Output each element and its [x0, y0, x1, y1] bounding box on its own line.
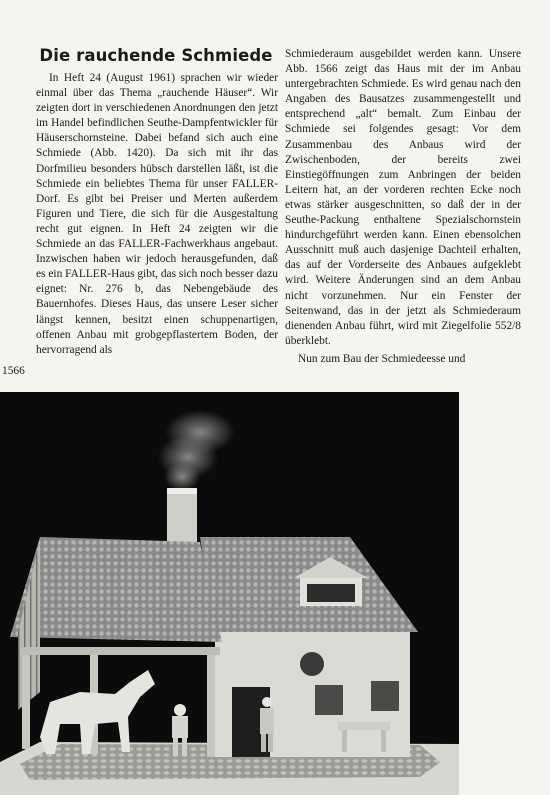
left-text-column	[36, 71, 278, 358]
right-paragraph-next: Nun zum Bau der Schmiedeesse und	[298, 352, 466, 365]
right-text-column	[285, 47, 521, 367]
figure-number: 1566	[2, 365, 25, 377]
right-paragraph: Schmiederaum ausgebildet werden kann. Unsere Abb. 1566 zeigt das Haus mit der im Anbau untergebrachten Schmiede. Es wird genau nach den Angaben des Bausatzes zusammengestellt und entsprechend „alt“ bemalt. Zum Einbau der Schmiede sei folgendes gesagt: Vor dem Zusammenbau des Anbaus wird der Zwischenboden, der bereits zwei Einstiegöffnungen zum Anbringen der beiden Leitern hat, an der vorderen rechten Ecke noch etwas stärker ausgeschnitten, so daß der in der Seuthe-Packung enthaltene Spezialschornstein hindurchgeführt werden kann. Einen ebensolchen Ausschnitt muß auch dasjenige Dachteil erhalten, das auf der Vorderseite des Anbaues aufgeklebt wird. Weitere Änderungen sind an dem Anbau nicht vorzunehmen. Nur ein Fenster der Seitenwand, das in der jetzt als Schmiederaum dienenden Anbau führt, wird mit Ziegelfolie 552/8 überklebt.	[285, 48, 521, 347]
left-paragraph: In Heft 24 (August 1961) sprachen wir wieder einmal über das Thema „rauchende Häuser“. Wir zeigten dort in verschiedenen Anordnungen den jetzt im Handel befindlichen Seuthe-Dampfentwickler für Häuserschornsteine. Dabei befand sich auch eine Schmiede (Abb. 1420). Da sich mit ihr das Dorfmilieu besonders hübsch darstellen läßt, ist die Schmiede ein beliebtes Thema für unser FALLER-Dorf. Es gibt bei Preiser und Merten außerdem Figuren und Tiere, die sich für die Ausgestaltung recht gut eignen. In Heft 24 zeigten wir die Schmiede an das FALLER-Fachwerkhaus angebaut. Inzwischen haben wir jedoch herausgefunden, daß es ein FALLER-Haus gibt, das sich noch besser dazu eignet: Nr. 276 b, das Nebengebäude des Bauernhofes. Dieses Haus, das unsere Leser sicher längst kennen, besitzt einen schuppenartigen, offenen Anbau mit grobgepflastertem Boden, der hervorragend als	[36, 72, 278, 356]
article-title: Die rauchende Schmiede	[39, 46, 273, 65]
model-smithy-photo	[0, 392, 459, 795]
